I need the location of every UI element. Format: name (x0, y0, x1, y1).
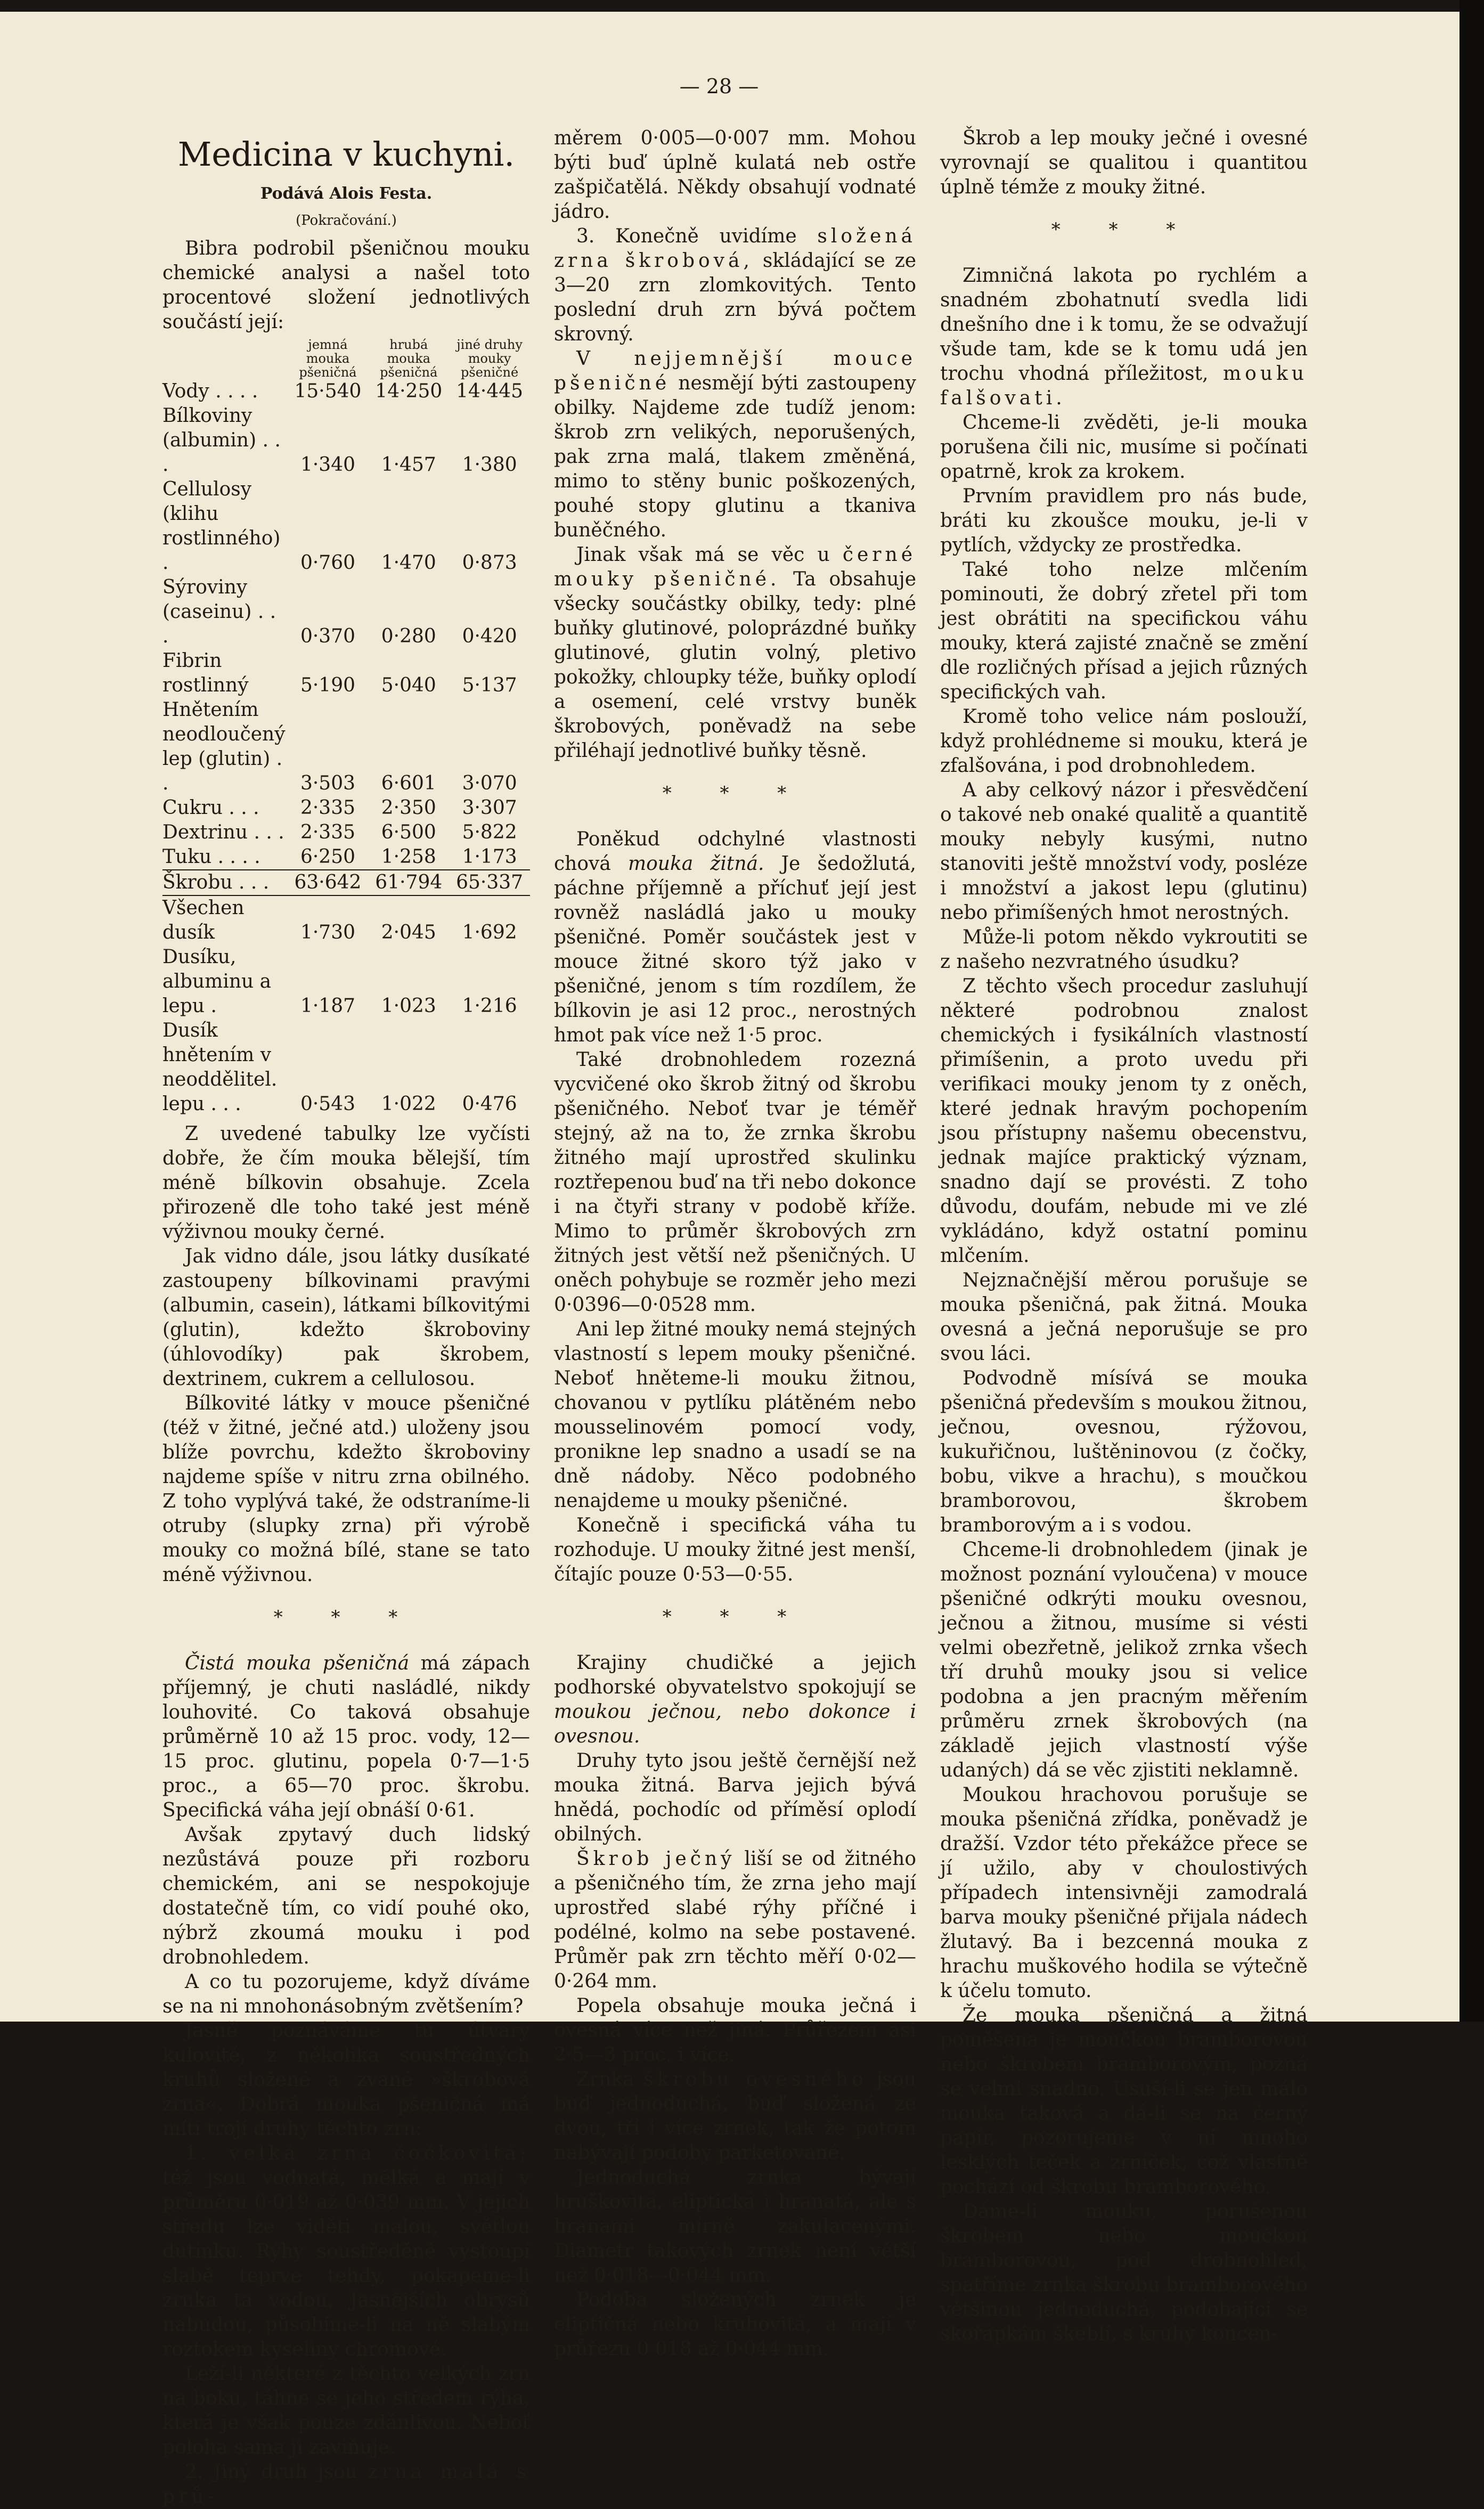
emphasis: moukou ječnou, nebo dokonce i ovesnou. (554, 1701, 916, 1747)
page-number: — 28 — (679, 75, 759, 98)
table-row: Bílkoviny (albumin) . . . 1·340 1·457 1·380 (162, 405, 517, 476)
section-divider: * * * (662, 783, 808, 804)
spaced-term: složená zrna škrobová, (554, 225, 916, 272)
paragraph: Jednoduchá zrnka bývají hruškovitá, eliptická i hranatá, ale s hranami mírně zakulacenými. Diametr takových zrnek není větší než 0·018—0·044 mm. (554, 2166, 916, 2286)
page (0, 12, 1459, 2507)
paragraph: Škrob ječný liší se od žitného a pšeničného tím, že zrna jeho mají uprostřed slabé rýhy příčné i podélné, kolmo na sebe postavené. Průměr pak zrn těchto měří 0·02—0·264 mm. (554, 1848, 917, 1992)
section-divider: * * * (273, 1607, 419, 1628)
paragraph: Že mouka pšeničná a žitná poměšena je moučkou bramborovou nebo škrobem bramborovým, pozná se velmi snadno. Usuší-li se jen málo mouka taková a dá-li se na černý papír, pozorujeme v ní mnoho lesklých teček a zrníček, což vlastně pochází od škrobu bramborového. (940, 2005, 1308, 2198)
paragraph: Leží-li některé z těchto velkých zrn na boku, táhne se jeho středem rýha, která je však pouze zdánlivou. Neboť poloha sama ji zaviňuje. (162, 2363, 530, 2458)
paragraph: A co tu pozorujeme, když díváme se na ni mnohonásobným zvětšením? (162, 1971, 530, 2017)
table-row: Sýroviny (caseinu) . . . 0·370 0·280 0·420 (162, 576, 517, 647)
table-row: Cellulosy (klihu rostlinného) . 0·760 1·470 0·873 (162, 478, 517, 574)
paragraph: Poněkud odchylné vlastnosti chová mouka žitná. Je šedožlutá, páchne příjemně a příchuť její jest rovněž nasládlá jako u mouky pšeničné. Poměr součástek jest v mouce žitné skoro týž jako v pšeničné, jenom s tím rozdílem, že bílkovin je asi 12 proc., nerostných hmot pak více než 1·5 proc. (554, 828, 916, 1046)
paragraph: Bílkovité látky v mouce pšeničné (též v žitné, ječné atd.) uloženy jsou blíže povrchu, kdežto škroboviny najdeme spíše v nitru zrna obilného. Z toho vyplývá také, že odstraníme-li otruby (slupky zrna) při výrobě mouky co možná bílé, stane se tato méně výživnou. (162, 1392, 530, 1586)
table-row: Všechen dusík 1·730 2·045 1·692 (162, 895, 530, 945)
spaced-term: škrobu ovesného (643, 2068, 867, 2090)
spaced-term: mouku falšovati. (940, 363, 1308, 409)
emphasis: mouka žitná. (627, 853, 764, 875)
table-row: Dusíku, albuminu a lepu . 1·187 1·023 1·216 (162, 946, 517, 1017)
spaced-term: zrna malá s prů- (162, 2461, 530, 2507)
paragraph: Dáme-li mouku, porušenou škrobem nebo moučkou bramborovou, pod drobnohled, spatříme zrnka škrobu bramborového většinou jednoduchá, podobající se skořápkám škeblí, s kruhy koncen- (940, 2201, 1308, 2345)
table-header-row (162, 338, 530, 379)
article-title: Medicina v kuchyni. (177, 135, 515, 174)
table-row: Fibrin rostlinný 5·190 5·040 5·137 (162, 650, 517, 696)
column-1 (162, 130, 530, 2507)
paragraph: 2. Jiný druh jsou zrna malá s prů- (162, 2461, 530, 2507)
paragraph: Kromě toho velice nám poslouží, když prohlédneme si mouku, která je zfalšována, i pod drobnohledem. (940, 706, 1308, 777)
paragraph: Chceme-li drobnohledem (jinak je možnost poznání vyloučena) v mouce pšeničné odkrýti mouku ovesnou, ječnou a žitnou, musíme si vésti velmi obezřetně, jelikož zrnka všech tří druhů mouky jsou si velice podobna a jen pracným měřením průměru zrnek škrobových (na základě jejich vlastností výše udaných) dá se věc zjistiti neklamně. (940, 1539, 1308, 1781)
paragraph: Konečně i specifická váha tu rozhoduje. U mouky žitné jest menší, čítajíc pouze 0·53—0·55. (554, 1514, 916, 1585)
paragraph: Prvním pravidlem pro nás bude, bráti ku zkoušce mouku, je-li v pytlích, vždycky ze prostředka. (940, 485, 1308, 556)
paragraph: Chceme-li zvěděti, je-li mouka porušena čili nic, musíme si počínati opatrně, krok za krokem. (940, 412, 1308, 483)
table-header: jiné druhy mouky pšeničné (456, 337, 523, 380)
emphasis: Čistá mouka pšeničná (185, 1652, 410, 1674)
spaced-term: Škrob ječný (576, 1848, 736, 1870)
table-header: jemná mouka pšeničná (299, 337, 357, 380)
paragraph: Škrob a lep mouky ječné i ovesné vyrovnají se qualitou i quantitou úplně témže z mouky žitné. (940, 127, 1308, 198)
paragraph: Může-li potom někdo vykroutiti se z našeho nezvratného úsudku? (940, 926, 1308, 973)
column-3 (940, 126, 1308, 2345)
paragraph: Moukou hrachovou porušuje se mouka pšeničná zřídka, poněvadž je dražší. Vzdor této překážce přece se jí užilo, aby v choulostivých případech intensivněji zamodralá barva mouky pšeničné přijala nádech žlutavý. Ba i bezcenná mouka z hrachu muškového hodila se výtečně k účelu tomuto. (940, 1784, 1308, 2002)
paragraph: 1. velká zrna čočkovitá; též jsou vodnatá, mělká a mají v průměru 0·019 až 0·039 mm. V jejich středu lze viděti malou, světlou dutinku. Rýhy soustředěné vystoupí slabě teprve tehdy, pokapeme-li zrnka ta vodou. Jasnějších obrysů nabudou, působíme-li na ně slabým roztokem kyseliny chromové. (162, 2143, 530, 2360)
table-row: Cukru . . . 2·335 2·350 3·307 (162, 797, 517, 819)
table-row: Hnětením neodloučený lep (glutin) . . 3·503 6·601 3·070 (162, 699, 517, 794)
paragraph: Popela obsahuje mouka ječná i ovesná více než jiná. Průřezem asi 2·5—3 proc. i více. (554, 1995, 916, 2066)
paragraph: Druhy tyto jsou ještě černější než mouka žitná. Barva jejich bývá hnědá, pochodíc od příměsí oplodí obilných. (554, 1750, 916, 1845)
paragraph: Z uvedené tabulky lze vyčísti dobře, že čím mouka bělejší, tím méně bílkovin obsahuje. Zcela přirozeně dle toho také jest méně výživnou mouky černé. (162, 1123, 530, 1243)
article-byline: Podává Alois Festa. (260, 184, 433, 203)
paragraph: A aby celkový názor i přesvědčení o takové neb onaké qualitě a quantitě mouky nebyly kusými, nutno stanoviti ještě množství vody, posléze i množství a jakost lepu (glutinu) nebo přimíšených hmot nerostných. (940, 779, 1308, 924)
spaced-term: nejjemnější mouce pšeničné (554, 348, 916, 394)
paragraph: Čistá mouka pšeničná má zápach příjemný, je chuti nasládlé, nikdy louhovité. Co taková obsahuje průměrně 10 až 15 proc. vody, 12—15 proc. glutinu, popela 0·7—1·5 proc., a 65—70 proc. škrobu. Specifická váha její obnáší 0·61. (162, 1652, 530, 1821)
paragraph: Z těchto všech procedur zasluhují některé podrobnou znalost chemických i fysikálních vlastností přimíšenin, a proto uvedu při verifikaci mouky jenom ty z oněch, které jednak hravým pochopením jsou přístupny našemu obecenstvu, jednak majíce praktický význam, snadno dají se provésti. Z toho důvodu, doufám, nebude mi ve zlé vykládáno, když ostatní pominu mlčením. (940, 975, 1308, 1267)
paragraph: Ani lep žitné mouky nemá stejných vlastností s lepem mouky pšeničné. Neboť hněteme-li mouku žitnou, chovanou v pytlíku plátěném nebo mousselinovém pomocí vody, pronikne lep snadno a usadí se na dně nádoby. Něco podobného nenajdeme u mouky pšeničné. (554, 1318, 916, 1512)
paragraph: Jasně poznáváme tu útvary kulovité, z několika soustředných kruhů složené a zvané »škrobová zrna«. Dobrá mouka pšeničná má míti trojí druhy těchto zrn: (162, 2020, 530, 2140)
spaced-term: 1. velká zrna čočkovitá; (185, 2143, 530, 2164)
paragraph: Také toho nelze mlčením pominouti, že dobrý zřetel při tom jest obrátiti na specifickou váhu mouky, která zajisté značně se změní dle rozličných přísad a jejich různých specifických vah. (940, 559, 1308, 703)
table-row: Vody . . . . 15·540 14·250 14·445 (162, 380, 524, 402)
paragraph: Jak vidno dále, jsou látky dusíkaté zastoupeny bílkovinami pravými (albumin, casein), látkami bílkovitými (glutin), kdežto škroboviny (úhlovodíky) pak škrobem, dextrinem, cukrem a cellulosou. (162, 1245, 530, 1390)
paragraph: Také drobnohledem rozezná vycvičené oko škrob žitný od škrobu pšeničného. Neboť tvar je téměř stejný, až na to, že zrnka škrobu žitného mají uprostřed skulinku roztřepenou buď na tři nebo dokonce i na čtyři strany v podobě kříže. Mimo to průměr škrobových zrn žitných jest větší než pšeničných. U oněch pohybuje se rozměr jeho mezi 0·0396—0·0528 mm. (554, 1049, 916, 1316)
paragraph: Zimničná lakota po rychlém a snadném zbohatnutí svedla lidi dnešního dne i k tomu, že se odvažují všude tam, kde se k tomu udá jen trochu vhodná příležitost, mouku falšovati. (940, 265, 1308, 409)
scan-edge (1459, 0, 1484, 2022)
table-row: Dusík hnětením v neoddělitel. lepu . . . 0·543 1·022 0·476 (162, 1020, 517, 1115)
paragraph: Avšak zpytavý duch lidský nezůstává pouze při rozboru chemickém, ani se nespokojuje dostatečně tím, co vidí pouhé oko, nýbrž zkoumá mouku i pod drobnohledem. (162, 1824, 530, 1968)
paragraph: 3. Konečně uvidíme složená zrna škrobová, skládající se ze 3—20 zrn zlomkovitých. Tento poslední druh zrn bývá počtem skrovný. (554, 225, 916, 345)
paragraph: Podoba složených zrnek je eliptičná nebo kruhovitá, a mají v průřezu 0·018 až 0·044 mm. (554, 2289, 916, 2360)
paragraph: Krajiny chudičké a jejich podhorské obyvatelstvo spokojují se moukou ječnou, nebo dokonce i ovesnou. (554, 1652, 916, 1747)
section-divider: * * * (662, 1606, 808, 1627)
paragraph: V nejjemnější mouce pšeničné nesmějí býti zastoupeny obilky. Najdeme zde tudíž jenom: škrob zrn velikých, neporušených, pak zrna malá, tlakem změněná, mimo to stěny bunic poškozených, pouhé stopy glutinu a tkaniva buněčného. (554, 348, 916, 541)
paragraph: Zrnka škrobu ovesného jsou buď jednoduchá, buď složená ze dvou, tří i více zrnek, tak že potom nabývají podoby parketované. (554, 2068, 916, 2164)
column-2 (554, 126, 917, 2360)
table-header: hrubá mouka pšeničná (380, 337, 438, 380)
paragraph: Nejznačnější měrou porušuje se mouka pšeničná, pak žitná. Mouka ovesná a ječná neporušuje se pro svou láci. (940, 1269, 1308, 1365)
composition-table (162, 338, 530, 1117)
paragraph: měrem 0·005—0·007 mm. Mohou býti buď úplně kulatá neb ostře zašpičatělá. Někdy obsahují vodnaté jádro. (554, 127, 916, 223)
paragraph: Jinak však má se věc u černé mouky pšeničné. Ta obsahuje všecky součástky obilky, tedy: plné buňky glutinové, poloprázdné buňky glutinové, glutin volný, pletivo pokožky, chloupky téže, buňky oplodí a osemení, celé vrstvy buněk škrobových, poněvadž na sebe přiléhají jednotlivé buňky těsně. (554, 544, 916, 762)
paragraph: Podvodně mísívá se mouka pšeničná především s moukou žitnou, ječnou, ovesnou, rýžovou, kukuřičnou, luštěninovou (z čočky, bobu, vikve a hrachu), s moučkou bramborovou, škrobem bramborovým a i s vodou. (940, 1367, 1308, 1536)
section-divider: * * * (1051, 219, 1197, 240)
table-row: Tuku . . . . 6·250 1·258 1·173 (162, 846, 517, 868)
paragraph: Bibra podrobil pšeničnou mouku chemické analysi a našel toto procentové složení jednotlivých součástí její: (162, 238, 530, 333)
table-row: Škrobu . . . 63·642 61·794 65·337 (162, 870, 530, 895)
continuation-note: (Pokračování.) (296, 213, 397, 229)
spaced-term: černé mouky pšeničné. (554, 544, 916, 590)
table-row: Dextrinu . . . 2·335 6·500 5·822 (162, 821, 517, 843)
